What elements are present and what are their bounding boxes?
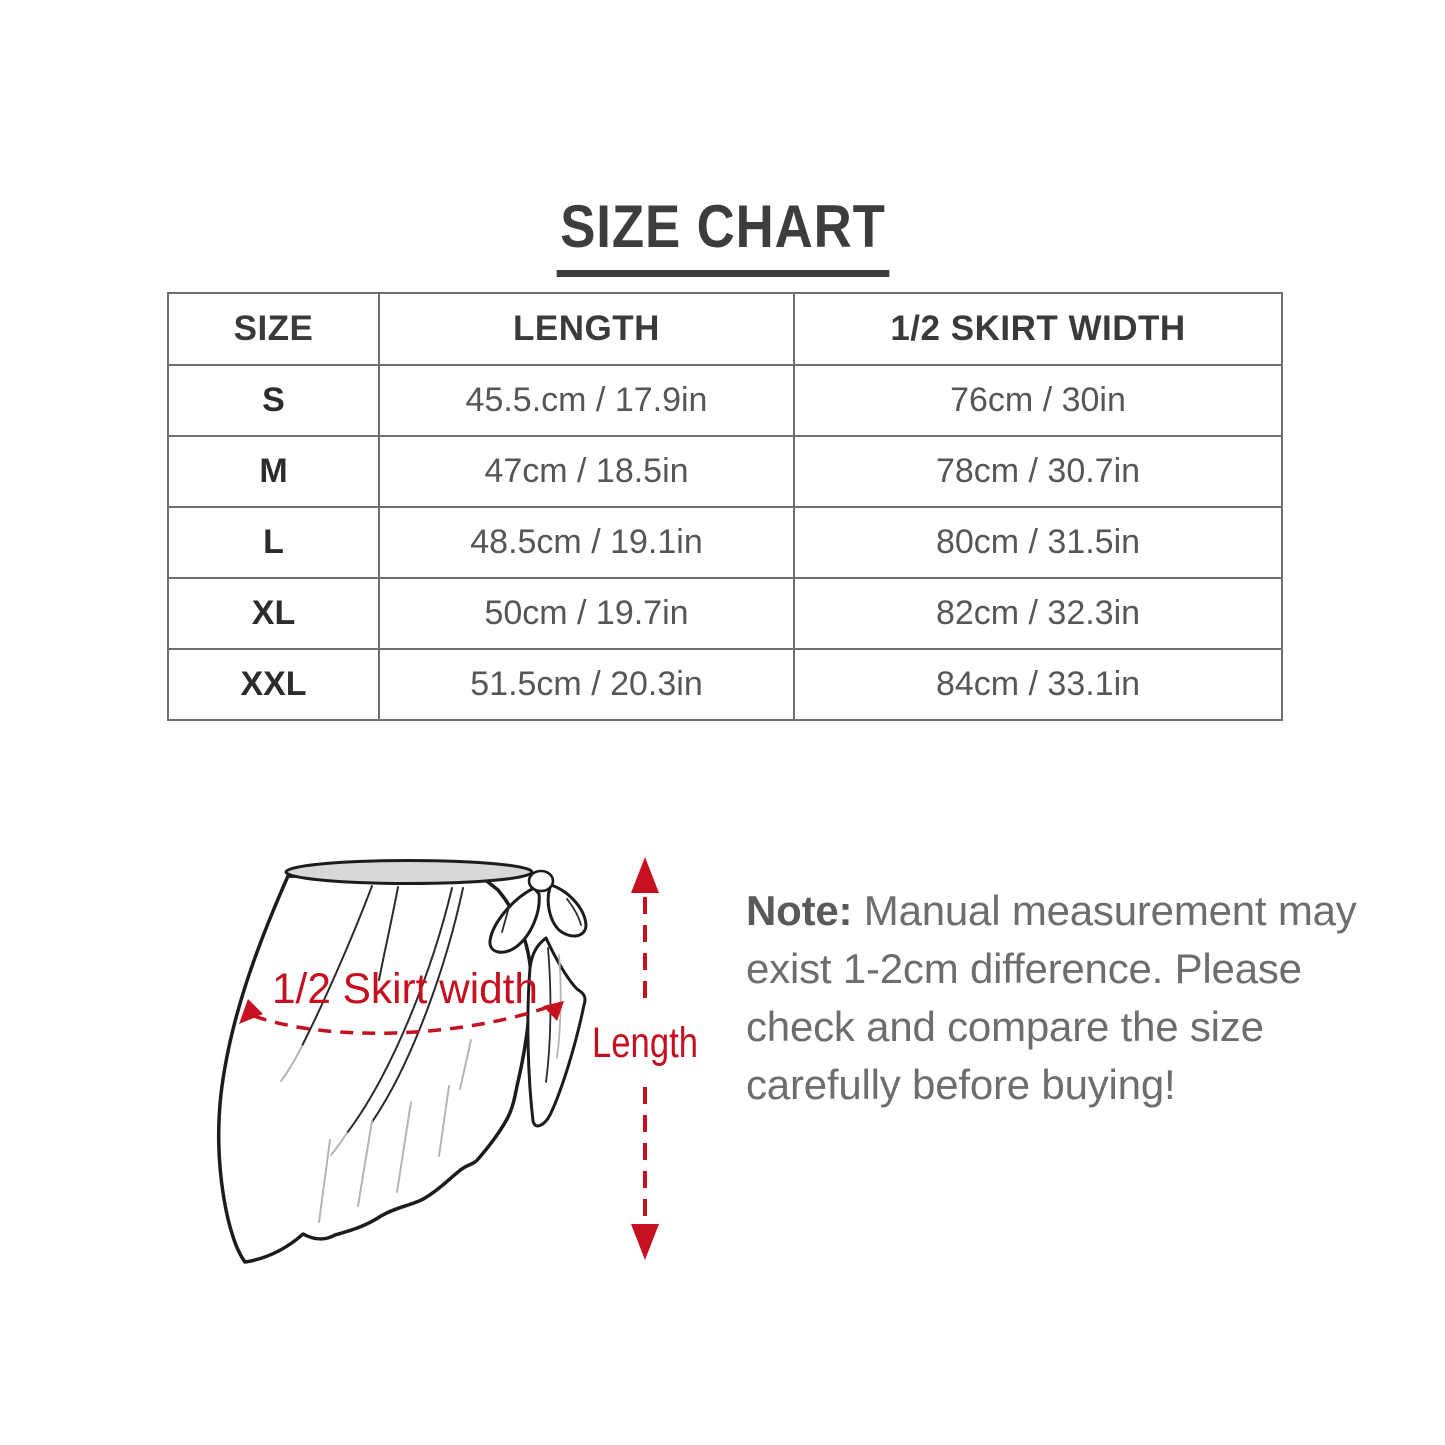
half-width-value: 82cm / 32.3in [794, 578, 1282, 649]
table-row [168, 649, 1282, 720]
table-row [168, 365, 1282, 436]
size-value: S [168, 365, 379, 436]
header-half-skirt-width: 1/2 SKIRT WIDTH [794, 293, 1282, 365]
table-header-row [168, 293, 1282, 365]
length-value: 50cm / 19.7in [379, 578, 794, 649]
length-arrow-up-icon [631, 857, 659, 893]
half-width-value: 78cm / 30.7in [794, 436, 1282, 507]
length-arrow-down-icon [631, 1224, 659, 1260]
length-value: 47cm / 18.5in [379, 436, 794, 507]
table-row [168, 507, 1282, 578]
half-width-value: 80cm / 31.5in [794, 507, 1282, 578]
size-value: M [168, 436, 379, 507]
note-label: Note: [746, 887, 853, 934]
table-row [168, 436, 1282, 507]
length-label: Length [592, 1019, 698, 1067]
note-line: carefully before buying! [746, 1061, 1176, 1108]
note-text [746, 882, 1357, 1114]
bow-knot [529, 871, 553, 891]
note-line-text: Manual measurement may [852, 887, 1357, 934]
half-width-value: 84cm / 33.1in [794, 649, 1282, 720]
length-value: 45.5.cm / 17.9in [379, 365, 794, 436]
skirt-outline [219, 876, 531, 1262]
size-value: L [168, 507, 379, 578]
half-width-value: 76cm / 30in [794, 365, 1282, 436]
length-value: 51.5cm / 20.3in [379, 649, 794, 720]
page-title-wrap [0, 192, 1445, 277]
size-value: XXL [168, 649, 379, 720]
skirt-measurement-diagram [185, 840, 760, 1285]
note-line: check and compare the size [746, 1003, 1264, 1050]
size-table [167, 292, 1283, 721]
size-value: XL [168, 578, 379, 649]
note-line [746, 882, 1357, 940]
bow-right-loop [548, 885, 586, 936]
header-size: SIZE [168, 293, 379, 365]
half-width-label: 1/2 Skirt width [272, 965, 538, 1013]
waistband [286, 861, 532, 884]
page-title: SIZE CHART [556, 192, 889, 277]
header-length: LENGTH [379, 293, 794, 365]
table-row [168, 578, 1282, 649]
note-line: exist 1-2cm difference. Please [746, 945, 1302, 992]
length-value: 48.5cm / 19.1in [379, 507, 794, 578]
